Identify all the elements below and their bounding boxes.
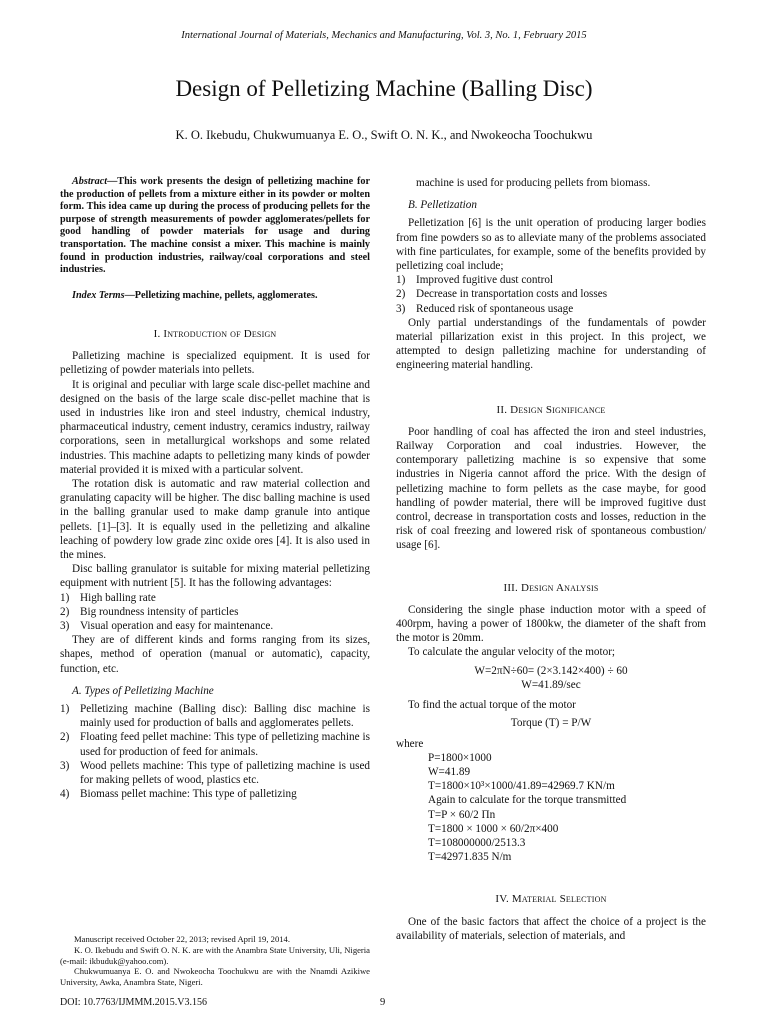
calc-line: T=42971.835 N/m	[428, 851, 512, 864]
paragraph: Only partial understandings of the fundamentals of powder material pillarization exist in this project. In this project, we attempted to design palletizing machine for understanding of engineering material handling.	[396, 316, 706, 372]
section-title: Material Selection	[511, 893, 607, 906]
types-list	[60, 702, 370, 801]
list-number: 4)	[60, 788, 70, 801]
list-number: 3)	[396, 302, 406, 315]
section-heading-4	[396, 892, 706, 906]
list-number: 1)	[60, 703, 70, 716]
abstract	[60, 176, 370, 277]
equation: W=2πN÷60= (2×3.142×400) ÷ 60	[474, 664, 628, 677]
paragraph: To find the actual torque of the motor	[408, 699, 576, 712]
index-terms-text: —Pelletizing machine, pellets, agglomerates.	[124, 289, 318, 301]
list-text: Reduced risk of spontaneous usage	[416, 302, 574, 315]
paragraph: Poor handling of coal has affected the iron and steel industries, Railway Corporation and coal industries. However, the contemporary palletizing machine is so expensive that some industries in Nigeria cannot afford the price. With the design of pelletizing machine to form pellets as the case maybe, for good handling of powder material, there will be improved fugitive dust control, decrease in transportation costs and losses, reduction in the risk of coal freezing and lowered risk of spontaneous combustion/ usage [6].	[396, 425, 706, 552]
list-number: 1)	[60, 591, 70, 604]
paragraph: One of the basic factors that affect the choice of a project is the availability of materials, selection of materials, and	[396, 915, 706, 942]
footnotes	[60, 934, 370, 988]
paragraph: They are of different kinds and forms ranging from its sizes, shapes, method of operation (manual or automatic), capacity, function, etc.	[60, 634, 370, 675]
list-item	[60, 730, 370, 758]
subsection-heading-b: B. Pelletization	[408, 199, 477, 212]
abstract-text: —This work presents the design of pelletizing machine for the production of pellets from a mixture either in its powder or molten form. This idea came up during the process of producing pellets for the purpose of strength measurements of powder agglomerates/pellets for good handling of powder materials for usage and during transportation. The machine consist a mixer. This machine is mainly found in production industries, railway/coal corporations and steel industries.	[60, 176, 370, 276]
list-item	[60, 591, 370, 605]
list-text: Biomass pellet machine: This type of palletizing	[80, 788, 297, 801]
list-item	[396, 302, 706, 316]
paper-title: Design of Pelletizing Machine (Balling Disc)	[175, 76, 593, 101]
paragraph: It is original and peculiar with large scale disc-pellet machine and designed on the basis of the large scale disc-pellet machine that is used in industries like iron and steel industry, chemical industry, pharmaceutical industry, cement industry, ceramics industry, railway corporations, seen in metallurgical workshops and some related industries. This machine adapts to pelletizing many kinds of powder material provided it is mixed with a particular solvent.	[60, 378, 370, 476]
subsection-heading-a: A. Types of Pelletizing Machine	[72, 684, 214, 697]
calc-line: T=108000000/2513.3	[428, 836, 526, 849]
list-number: 1)	[396, 274, 406, 287]
calc-line: T=P × 60/2 Πn	[428, 808, 496, 821]
paper-authors: K. O. Ikebudu, Chukwumuanya E. O., Swift O. N. K., and Nwokeocha Toochukwu	[175, 128, 593, 142]
abstract-label: Abstract	[72, 176, 108, 187]
list-item	[60, 619, 370, 633]
right-column	[396, 176, 706, 943]
list-item	[396, 287, 706, 301]
list-item	[60, 759, 370, 787]
paragraph: To calculate the angular velocity of the motor;	[408, 646, 616, 659]
section-heading-2	[396, 403, 706, 417]
left-column	[60, 176, 370, 801]
index-terms	[60, 289, 370, 303]
list-text: Wood pellets machine: This type of palletizing machine is used for making pellets of wood, plastics etc.	[80, 759, 370, 787]
list-item	[60, 702, 370, 730]
equation: W=41.89/sec	[521, 678, 581, 691]
section-number: IV.	[495, 893, 512, 906]
paragraph: The rotation disk is automatic and raw material collection and granulating capacity will be higher. The disc balling machine is used in the balling granular used to make damp granule into antique pellets. [1]–[3]. It is equally used in the pelletizing and alkaline leaching of powdery low grade zinc oxide ores [4]. It is also used in the mines.	[60, 477, 370, 561]
footnote: Chukwumuanya E. O. and Nwokeocha Toochukwu are with the Nnamdi Azikiwe University, Awka, Anambra State, Nigeri.	[60, 966, 370, 988]
list-text: Visual operation and easy for maintenance.	[80, 620, 274, 633]
advantages-list	[60, 591, 370, 634]
section-number: I.	[153, 327, 164, 340]
equation: Torque (T) = P/W	[510, 717, 592, 730]
list-item	[60, 787, 370, 801]
list-item	[396, 273, 706, 287]
list-number: 3)	[60, 759, 70, 772]
footnote: Manuscript received October 22, 2013; revised April 19, 2014.	[74, 934, 290, 944]
doi: DOI: 10.7763/IJMMM.2015.V3.156	[60, 997, 207, 1008]
list-number: 2)	[60, 731, 70, 744]
index-terms-label: Index Terms	[72, 289, 125, 301]
journal-header: International Journal of Materials, Mechanics and Manufacturing, Vol. 3, No. 1, February 2015	[181, 30, 587, 41]
list-item	[60, 605, 370, 619]
section-number: III.	[503, 581, 521, 594]
benefits-list	[396, 273, 706, 316]
list-text: Big roundness intensity of particles	[80, 605, 239, 618]
calc-line: W=41.89	[428, 765, 471, 778]
calc-line: Again to calculate for the torque transmitted	[428, 794, 627, 807]
list-number: 3)	[60, 620, 70, 633]
section-number: II.	[496, 403, 511, 416]
section-heading-3	[396, 581, 706, 595]
section-heading-1	[60, 327, 370, 341]
list-text: Floating feed pellet machine: This type of pelletizing machine is used for production of feed for animals.	[80, 731, 370, 758]
list-text: High balling rate	[80, 591, 156, 604]
section-title: Design Significance	[510, 403, 606, 416]
calc-block	[396, 751, 706, 865]
list-number: 2)	[396, 288, 406, 301]
list-continuation: machine is used for producing pellets from biomass.	[416, 177, 651, 189]
list-text: Decrease in transportation costs and losses	[416, 288, 608, 301]
calc-line: P=1800×1000	[428, 751, 492, 764]
list-number: 2)	[60, 605, 70, 618]
paragraph: Considering the single phase induction motor with a speed of 400rpm, having a power of 1800kw, the diameter of the shaft from the motor is 20mm.	[396, 603, 706, 645]
calc-line: T=1800×10³×1000/41.89=42969.7 KN/m	[428, 780, 615, 793]
paragraph: Pelletization [6] is the unit operation of producing larger bodies from fine powders so as to alleviate many of the problems associated with fine particulates, for example, some of the benefits provided by pelletizing coal include;	[396, 217, 706, 273]
where-label: where	[396, 737, 424, 750]
paragraph: Disc balling granulator is suitable for mixing material pelletizing equipment with nutrient [5]. It has the following advantages:	[60, 563, 370, 590]
section-title: Introduction of Design	[163, 327, 277, 340]
section-title: Design Analysis	[520, 581, 599, 594]
footnote: K. O. Ikebudu and Swift O. N. K. are with the Anambra State University, Uli, Nigeria (e-mail: ikbuduk@yahoo.com).	[60, 944, 370, 966]
paragraph: Palletizing machine is specialized equipment. It is used for pelletizing of powder materials into pellets.	[60, 350, 370, 377]
page-number: 9	[380, 997, 386, 1008]
list-text: Pelletizing machine (Balling disc): Balling disc machine is mainly used for production of balls and agglomerates pellets.	[80, 703, 370, 730]
calc-line: T=1800 × 1000 × 60/2π×400	[428, 822, 559, 835]
list-text: Improved fugitive dust control	[416, 274, 554, 287]
